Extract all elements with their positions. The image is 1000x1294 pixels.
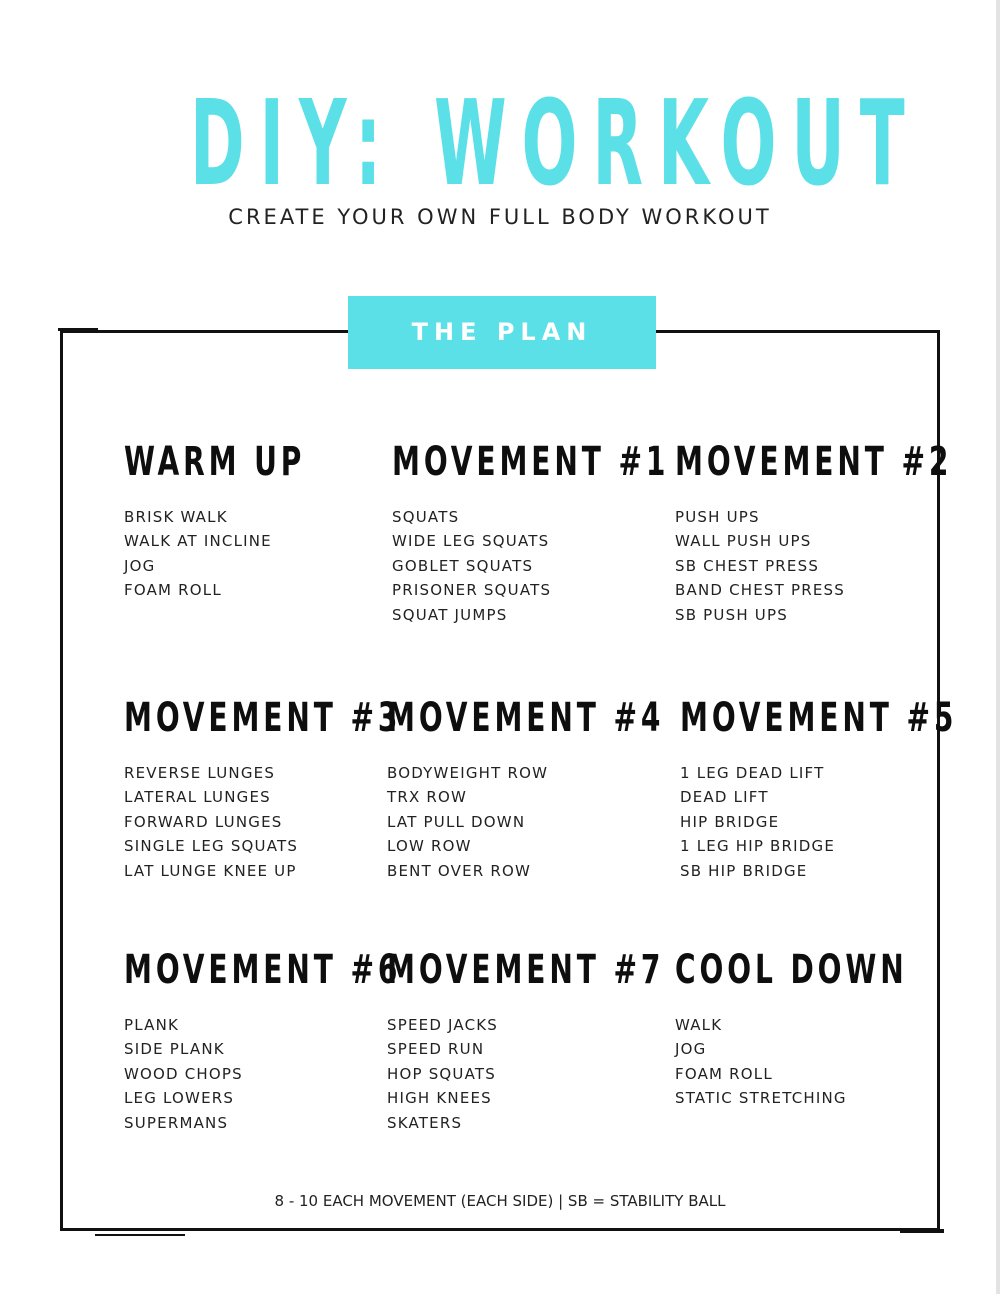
list-item: PRISONER SQUATS	[392, 581, 552, 600]
list-item: LOW ROW	[387, 837, 472, 856]
list-item: FORWARD LUNGES	[124, 812, 283, 831]
section-title: MOVEMENT #5	[680, 695, 958, 741]
list-item: SQUAT JUMPS	[392, 605, 508, 624]
list-item: LATERAL LUNGES	[124, 788, 271, 807]
list-item: 1 LEG DEAD LIFT	[680, 764, 825, 782]
exercise-list	[124, 505, 356, 603]
list-item: WIDE LEG SQUATS	[392, 532, 550, 551]
list-item: SKATERS	[387, 1113, 463, 1132]
section-movement-2	[675, 440, 1000, 627]
plan-badge: THE PLAN	[348, 296, 656, 369]
list-item: GOBLET SQUATS	[392, 556, 534, 575]
list-item: SINGLE LEG SQUATS	[124, 837, 299, 856]
list-item: WALK AT INCLINE	[124, 532, 272, 551]
exercise-list	[675, 1013, 973, 1111]
list-item: TRX ROW	[387, 788, 468, 807]
list-item: SB CHEST PRESS	[675, 556, 820, 575]
list-item: WOOD CHOPS	[124, 1064, 243, 1083]
list-item: BRISK WALK	[124, 508, 228, 526]
list-item: WALL PUSH UPS	[675, 532, 812, 551]
list-item: LEG LOWERS	[124, 1089, 235, 1108]
list-item: SPEED RUN	[387, 1040, 485, 1059]
list-item: BAND CHEST PRESS	[675, 581, 845, 600]
list-item: PUSH UPS	[675, 508, 760, 526]
list-item: SB HIP BRIDGE	[680, 861, 808, 880]
list-item: LAT LUNGE KNEE UP	[124, 861, 297, 880]
section-title: COOL DOWN	[675, 947, 908, 993]
list-item: REVERSE LUNGES	[124, 764, 276, 782]
section-cool-down	[675, 948, 973, 1111]
frame-brush-stroke	[58, 328, 98, 331]
list-item: SIDE PLANK	[124, 1040, 225, 1059]
page-edge	[996, 0, 1000, 1294]
list-item: 1 LEG HIP BRIDGE	[680, 837, 836, 856]
list-item: SQUATS	[392, 508, 460, 526]
list-item: LAT PULL DOWN	[387, 812, 526, 831]
section-title: MOVEMENT #7	[387, 947, 665, 993]
list-item: JOG	[675, 1040, 707, 1059]
footnote: 8 - 10 EACH MOVEMENT (EACH SIDE) | SB = STABILITY BALL	[274, 1192, 726, 1210]
section-title: WARM UP	[124, 439, 306, 485]
page-subtitle: CREATE YOUR OWN FULL BODY WORKOUT	[228, 205, 772, 229]
list-item: DEAD LIFT	[680, 788, 769, 807]
list-item: JOG	[124, 556, 156, 575]
frame-brush-stroke	[900, 1229, 944, 1233]
list-item: WALK	[675, 1016, 723, 1034]
list-item: BODYWEIGHT ROW	[387, 764, 549, 782]
section-warm-up	[124, 440, 356, 603]
list-item: SUPERMANS	[124, 1113, 229, 1132]
list-item: HIGH KNEES	[387, 1089, 492, 1108]
list-item: STATIC STRETCHING	[675, 1089, 847, 1108]
frame-brush-stroke	[95, 1234, 185, 1236]
exercise-list	[680, 761, 1000, 883]
list-item: BENT OVER ROW	[387, 861, 532, 880]
section-title: MOVEMENT #3	[124, 695, 402, 741]
page-title: DIY: WORKOUT	[190, 74, 920, 212]
list-item: PLANK	[124, 1016, 180, 1034]
exercise-list	[675, 505, 1000, 627]
list-item: SB PUSH UPS	[675, 605, 788, 624]
list-item: SPEED JACKS	[387, 1016, 499, 1034]
list-item: HOP SQUATS	[387, 1064, 496, 1083]
section-title: MOVEMENT #2	[675, 439, 953, 485]
list-item: HIP BRIDGE	[680, 812, 780, 831]
list-item: FOAM ROLL	[675, 1064, 773, 1083]
section-title: MOVEMENT #4	[387, 695, 665, 741]
list-item: FOAM ROLL	[124, 581, 222, 600]
section-movement-5	[680, 696, 1000, 883]
section-title: MOVEMENT #1	[392, 439, 670, 485]
section-title: MOVEMENT #6	[124, 947, 402, 993]
